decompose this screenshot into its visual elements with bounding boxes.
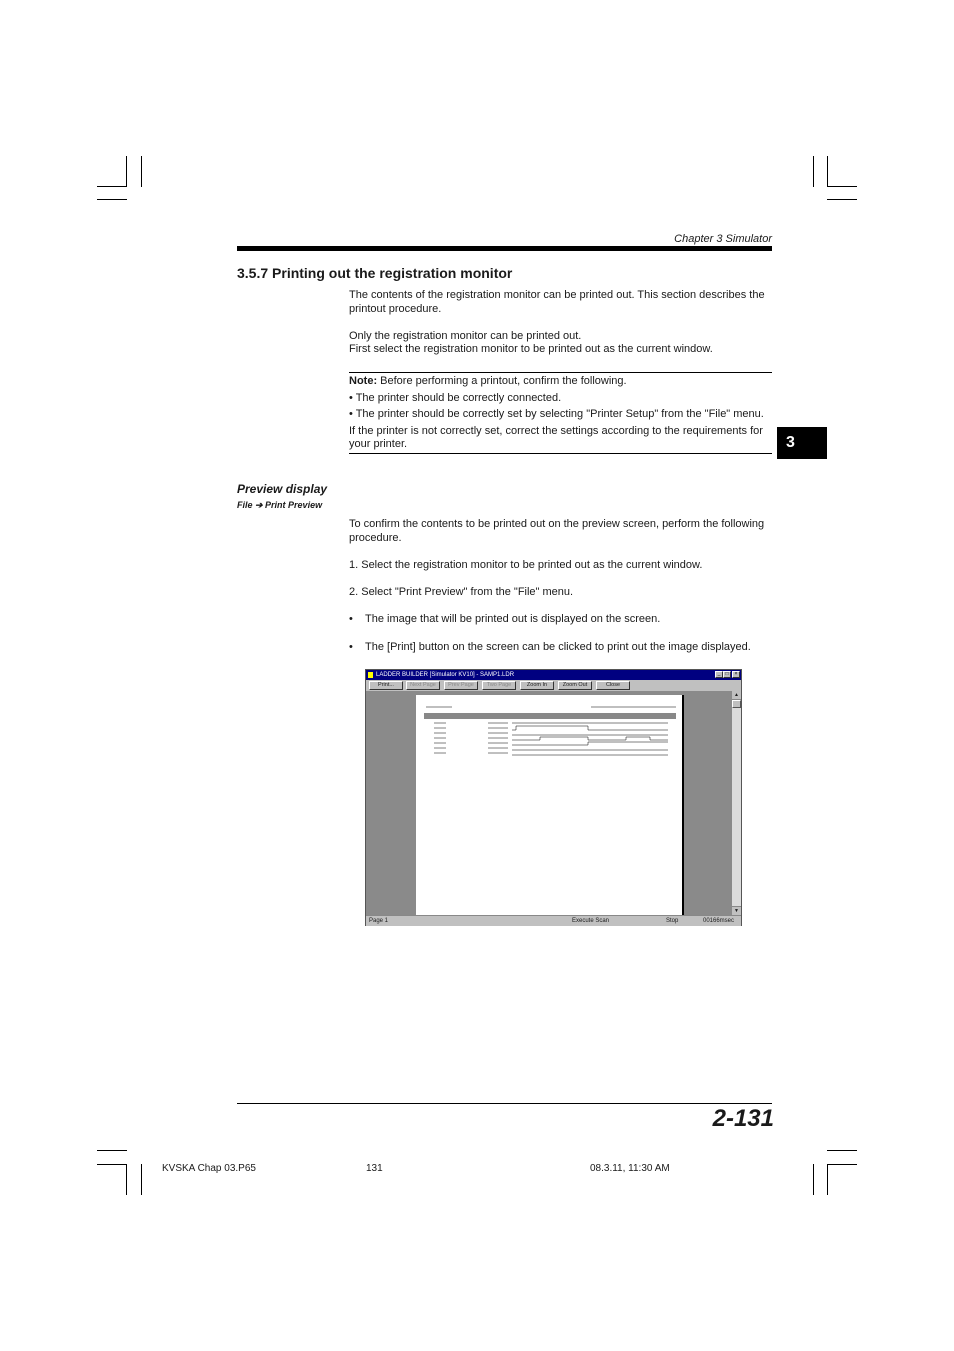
step-1: 1. Select the registration monitor to be printed out as the current window. [349, 559, 703, 571]
note-text: Before performing a printout, confirm the following. [377, 375, 627, 387]
crop-mark [827, 199, 857, 200]
crop-mark [97, 1164, 127, 1165]
window-title: LADDER BUILDER [Simulator KV10] - SAMP1.LDR [376, 672, 515, 678]
running-header: Chapter 3 Simulator [674, 233, 772, 245]
bullet-item: • The [Print] button on the screen can be clicked to print out the image displayed. [349, 641, 751, 653]
status-mode: Execute Scan [572, 918, 610, 924]
crop-mark [813, 156, 814, 187]
procedure-intro: To confirm the contents to be printed out on the preview screen, perform the following procedure. [349, 518, 765, 544]
print-preview-screenshot [365, 669, 742, 926]
close-icon[interactable]: × [732, 671, 740, 678]
note-label: Note: [349, 375, 378, 387]
menu-path: File ➔ Print Preview [237, 500, 323, 510]
intro-paragraph-3: First select the registration monitor to be printed out as the current window. [349, 343, 713, 355]
crop-mark [827, 1150, 857, 1151]
crop-mark [813, 1164, 814, 1195]
section-title: 3.5.7 Printing out the registration monitor [237, 265, 513, 281]
zoom-in-button[interactable]: Zoom In [520, 681, 554, 690]
status-time: 00166msec [703, 918, 735, 924]
subsection-title: Preview display [237, 482, 328, 496]
preview-canvas [366, 691, 732, 915]
intro-paragraph: The contents of the registration monitor can be printed out. This section describes the printout procedure. [349, 289, 765, 315]
app-icon [368, 672, 373, 678]
footer-date: 08.3.11, 11:30 AM [590, 1163, 670, 1174]
close-button[interactable]: Close [596, 681, 630, 690]
scroll-thumb[interactable] [732, 700, 741, 708]
step-2: 2. Select "Print Preview" from the "File" menu. [349, 586, 574, 598]
crop-mark [97, 186, 127, 187]
preview-page [416, 695, 684, 915]
status-page: Page 1 [369, 918, 389, 924]
footer-page: 131 [366, 1163, 383, 1174]
note-bullet: • The printer should be correctly set by selecting "Printer Setup" from the "File" menu. [349, 408, 764, 420]
status-state: Stop [666, 918, 679, 924]
monitor-printout-image [416, 695, 682, 915]
preview-toolbar [366, 680, 741, 691]
crop-mark [827, 156, 828, 187]
crop-mark [97, 1150, 127, 1151]
footer-rule [237, 1103, 772, 1104]
maximize-icon[interactable]: □ [723, 671, 731, 678]
footer-file: KVSKA Chap 03.P65 [162, 1163, 256, 1174]
print-button[interactable]: Print... [369, 681, 403, 690]
scroll-down-icon[interactable]: ▼ [732, 906, 741, 915]
intro-paragraph-2: Only the registration monitor can be printed out. [349, 330, 582, 342]
crop-mark [97, 199, 127, 200]
note-box [349, 372, 772, 454]
chapter-tab: 3 [777, 427, 827, 459]
crop-mark [827, 1164, 857, 1165]
note-footer: If the printer is not correctly set, correct the settings according to the requirements for your printer. [349, 424, 763, 450]
crop-mark [126, 1164, 127, 1195]
minimize-icon[interactable]: _ [715, 671, 723, 678]
vertical-scrollbar[interactable] [732, 691, 741, 915]
window-titlebar [366, 670, 741, 680]
bullet-item: • The image that will be printed out is displayed on the screen. [349, 613, 661, 625]
status-bar [366, 915, 741, 926]
zoom-out-button[interactable]: Zoom Out [558, 681, 592, 690]
crop-mark [141, 1164, 142, 1195]
page-number: 2-131 [712, 1105, 774, 1132]
two-page-button[interactable]: Two Page [482, 681, 516, 690]
crop-mark [126, 156, 127, 187]
crop-mark [141, 156, 142, 187]
next-page-button[interactable]: Next Page [406, 681, 440, 690]
header-rule [237, 246, 772, 251]
note-bullet: • The printer should be correctly connected. [349, 391, 562, 404]
crop-mark [827, 186, 857, 187]
crop-mark [827, 1164, 828, 1195]
prev-page-button[interactable]: Prev Page [444, 681, 478, 690]
scroll-up-icon[interactable]: ▲ [732, 691, 741, 700]
